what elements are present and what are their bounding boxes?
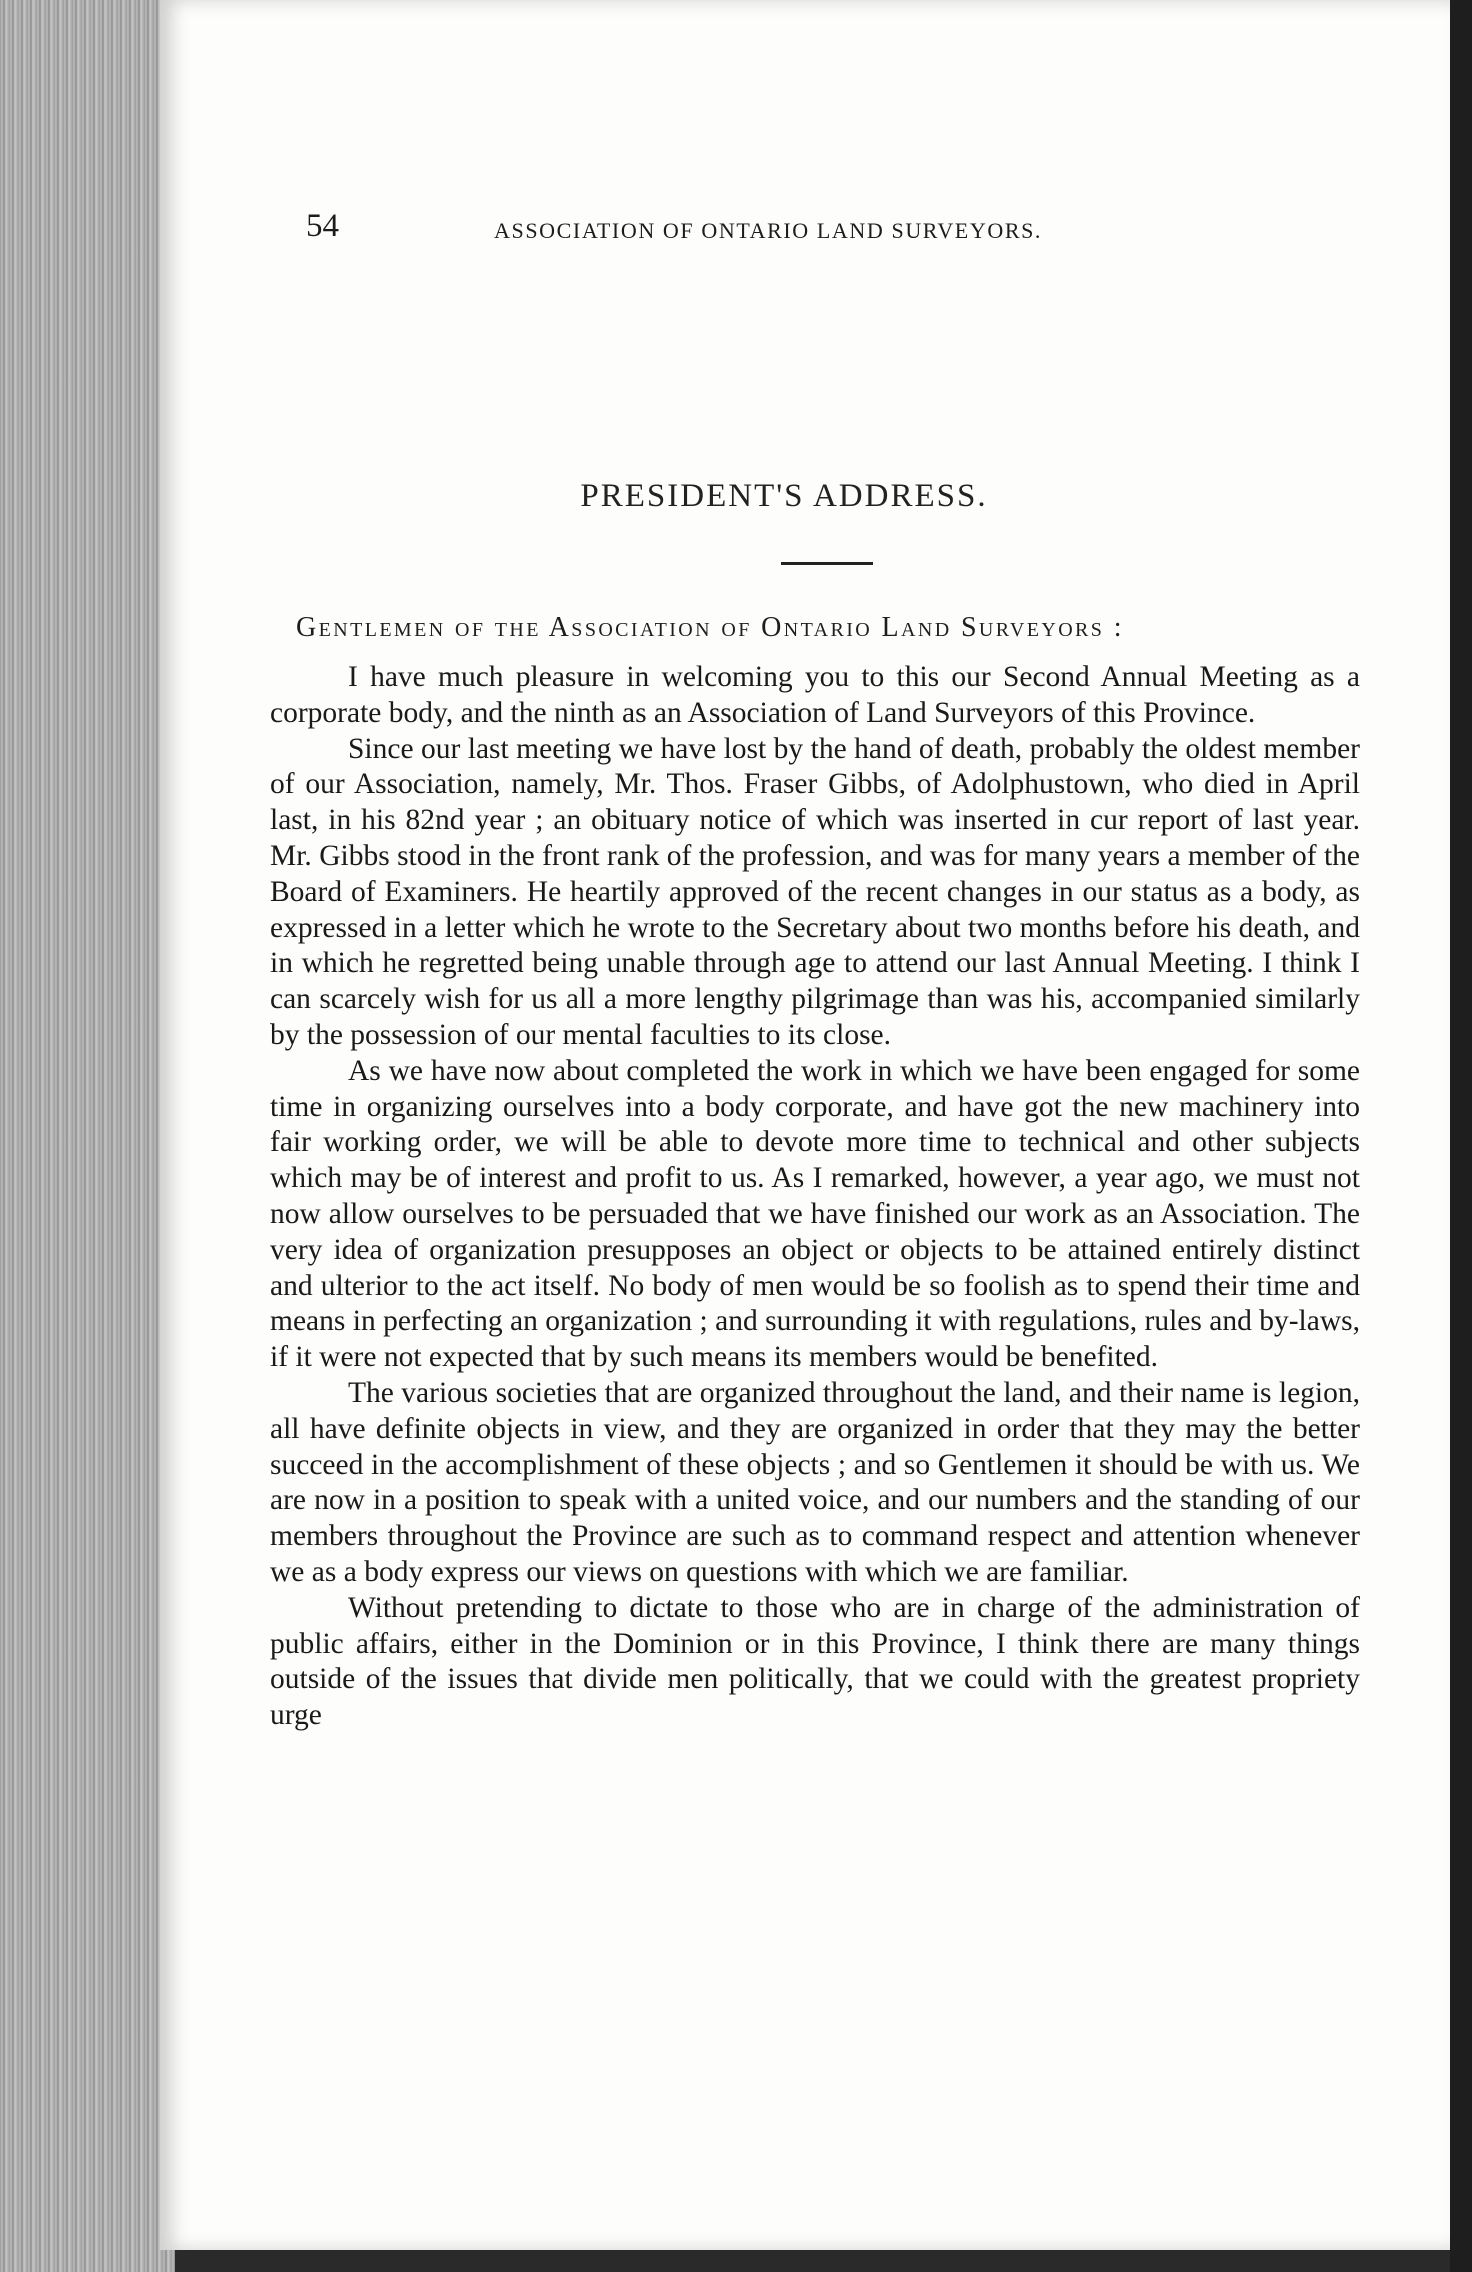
paragraph: Without pretending to dictate to those who are in charge of the administration of public affairs, either in the Dominion or in this Province, I think there are many things outside of the issues that divide men politically, that we could with the greatest propriety urge [270, 1591, 1360, 1732]
paragraph: The various societies that are organized throughout the land, and their name is legion, all have definite objects in view, and they are organized in order that they may the better succeed in the accomplishment of these objects ; and so Gentlemen it should be with us. We are now in a position to speak with a united voice, and our numbers and the standing of our members throughout the Province are such as to command respect and attention whenever we as a body express our views on questions with which we are familiar. [270, 1376, 1360, 1588]
paragraph: Since our last meeting we have lost by the hand of death, probably the oldest member of our Association, namely, Mr. Thos. Fraser Gibbs, of Adolphustown, who died in April last, in his 82nd year ; an obituary notice of which was inserted in cur report of last year. Mr. Gibbs stood in the front rank of the profession, and was for many years a member of the Board of Examiners. He heartily approved of the recent changes in our status as a body, as expressed in a letter which he wrote to the Secretary about two months before his death, and in which he regretted being unable through age to attend our last Annual Meeting. I think I can scarcely wish for us all a more lengthy pilgrimage than was his, accompanied similarly by the possession of our mental faculties to its close. [270, 732, 1360, 1051]
paragraph: As we have now about completed the work in which we have been engaged for some time in organizing ourselves into a body corporate, and have got the new machinery into fair working order, we will be able to devote more time to technical and other subjects which may be of interest and profit to us. As I remarked, however, a year ago, we must not now allow ourselves to be persuaded that we have finished our work as an Association. The very idea of organization presupposes an object or objects to be attained entirely distinct and ulterior to the act itself. No body of men would be so foolish as to spend their time and means in perfecting an organization ; and surrounding it with regulations, rules and by-laws, if it were not expected that by such means its members would be benefited. [270, 1054, 1360, 1374]
salutation: Gentlemen of the Association of Ontario Land Surveyors : [296, 612, 1124, 643]
running-header [306, 208, 1196, 258]
article-body [270, 660, 1360, 1734]
article-title: PRESIDENT'S ADDRESS. [580, 478, 988, 514]
page-number: 54 [306, 208, 339, 244]
paragraph: I have much pleasure in welcoming you to this our Second Annual Meeting as a corporate body, and the ninth as an Association of Land Surveyors of this Province. [270, 661, 1360, 729]
book-page-edge [0, 0, 175, 2272]
running-title: ASSOCIATION OF ONTARIO LAND SURVEYORS. [494, 218, 1043, 243]
title-divider [781, 562, 873, 565]
scan-border [1450, 0, 1472, 2272]
